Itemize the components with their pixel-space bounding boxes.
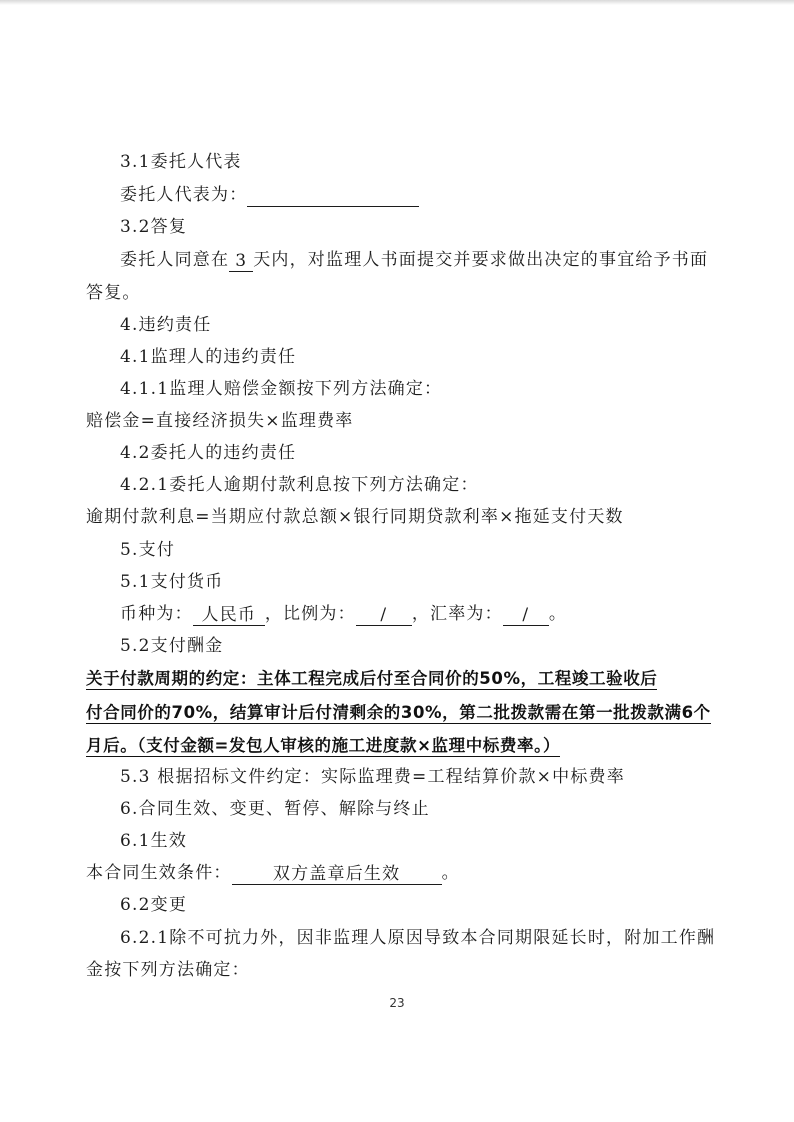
- effective-condition-label: 本合同生效条件：: [86, 863, 232, 883]
- rate-label: ，汇率为：: [411, 604, 503, 624]
- clause-6-2-1-continuation: 金按下列方法确定：: [86, 960, 250, 980]
- compensation-formula: 赔偿金=直接经济损失×监理费率: [86, 411, 354, 431]
- reply-days-suffix: 天内，对监理人书面提交并要求做出决定的事宜给予书面: [253, 250, 709, 270]
- payment-terms-line-1: [86, 667, 657, 691]
- section-5-heading: 5.支付: [120, 540, 176, 560]
- section-6-heading: 6.合同生效、变更、暂停、解除与终止: [120, 799, 430, 819]
- principal-representative-label: 委托人代表为：: [120, 185, 248, 205]
- clause-4-2-heading: 4.2委托人的违约责任: [120, 443, 297, 463]
- clause-5-2-heading: 5.2支付酬金: [120, 636, 224, 656]
- effective-condition-end: 。: [441, 863, 460, 883]
- principal-representative-blank: [247, 184, 419, 207]
- payment-terms-text-2: 付合同价的70%，结算审计后付清剩余的30%，第二批拨款需在第一批拨款满6个: [86, 703, 711, 722]
- clause-6-1-heading: 6.1生效: [120, 831, 188, 851]
- payment-terms-line-2: [86, 701, 711, 725]
- payment-terms-line-3: [86, 734, 560, 758]
- reply-continuation: 答复。: [86, 283, 141, 303]
- ratio-label: ，比例为：: [264, 604, 356, 624]
- rate-value: /: [503, 603, 549, 626]
- reply-days-line: [120, 248, 708, 272]
- interest-formula: 逾期付款利息=当期应付款总额×银行同期贷款利率×拖延支付天数: [86, 507, 624, 527]
- payment-terms-text-3: 月后。（支付金额=发包人审核的施工进度款×监理中标费率。）: [86, 736, 561, 755]
- clause-3-1-heading: 3.1委托人代表: [120, 152, 242, 172]
- clause-6-2-1: 6.2.1除不可抗力外，因非监理人原因导致本合同期限延长时，附加工作酬: [120, 928, 716, 948]
- page-number: 23: [389, 996, 405, 1010]
- clause-5-3: 5.3 根据招标文件约定：实际监理费=工程结算价款×中标费率: [120, 767, 625, 787]
- currency-line-end: 。: [548, 604, 568, 624]
- principal-representative-line: [120, 183, 419, 207]
- currency-line: [120, 602, 567, 626]
- currency-label: 币种为：: [120, 604, 193, 624]
- clause-5-1-heading: 5.1支付货币: [120, 572, 224, 592]
- clause-4-2-1: 4.2.1委托人逾期付款利息按下列方法确定：: [120, 475, 479, 495]
- payment-terms-text-1: 关于付款周期的约定：主体工程完成后付至合同价的50%，工程竣工验收后: [86, 669, 658, 688]
- ratio-value: /: [356, 603, 412, 626]
- page-top-edge: [0, 0, 794, 5]
- clause-4-1-heading: 4.1监理人的违约责任: [120, 347, 297, 367]
- reply-days-value: 3: [229, 249, 253, 272]
- clause-3-2-heading: 3.2答复: [120, 217, 188, 237]
- reply-days-prefix: 委托人同意在: [120, 250, 230, 270]
- effective-condition-value: 双方盖章后生效: [232, 862, 442, 885]
- clause-4-1-1: 4.1.1监理人赔偿金额按下列方法确定：: [120, 379, 443, 399]
- section-4-heading: 4.违约责任: [120, 315, 212, 335]
- effective-condition-line: [86, 861, 460, 885]
- currency-value: 人民币: [193, 603, 265, 626]
- clause-6-2-heading: 6.2变更: [120, 895, 188, 915]
